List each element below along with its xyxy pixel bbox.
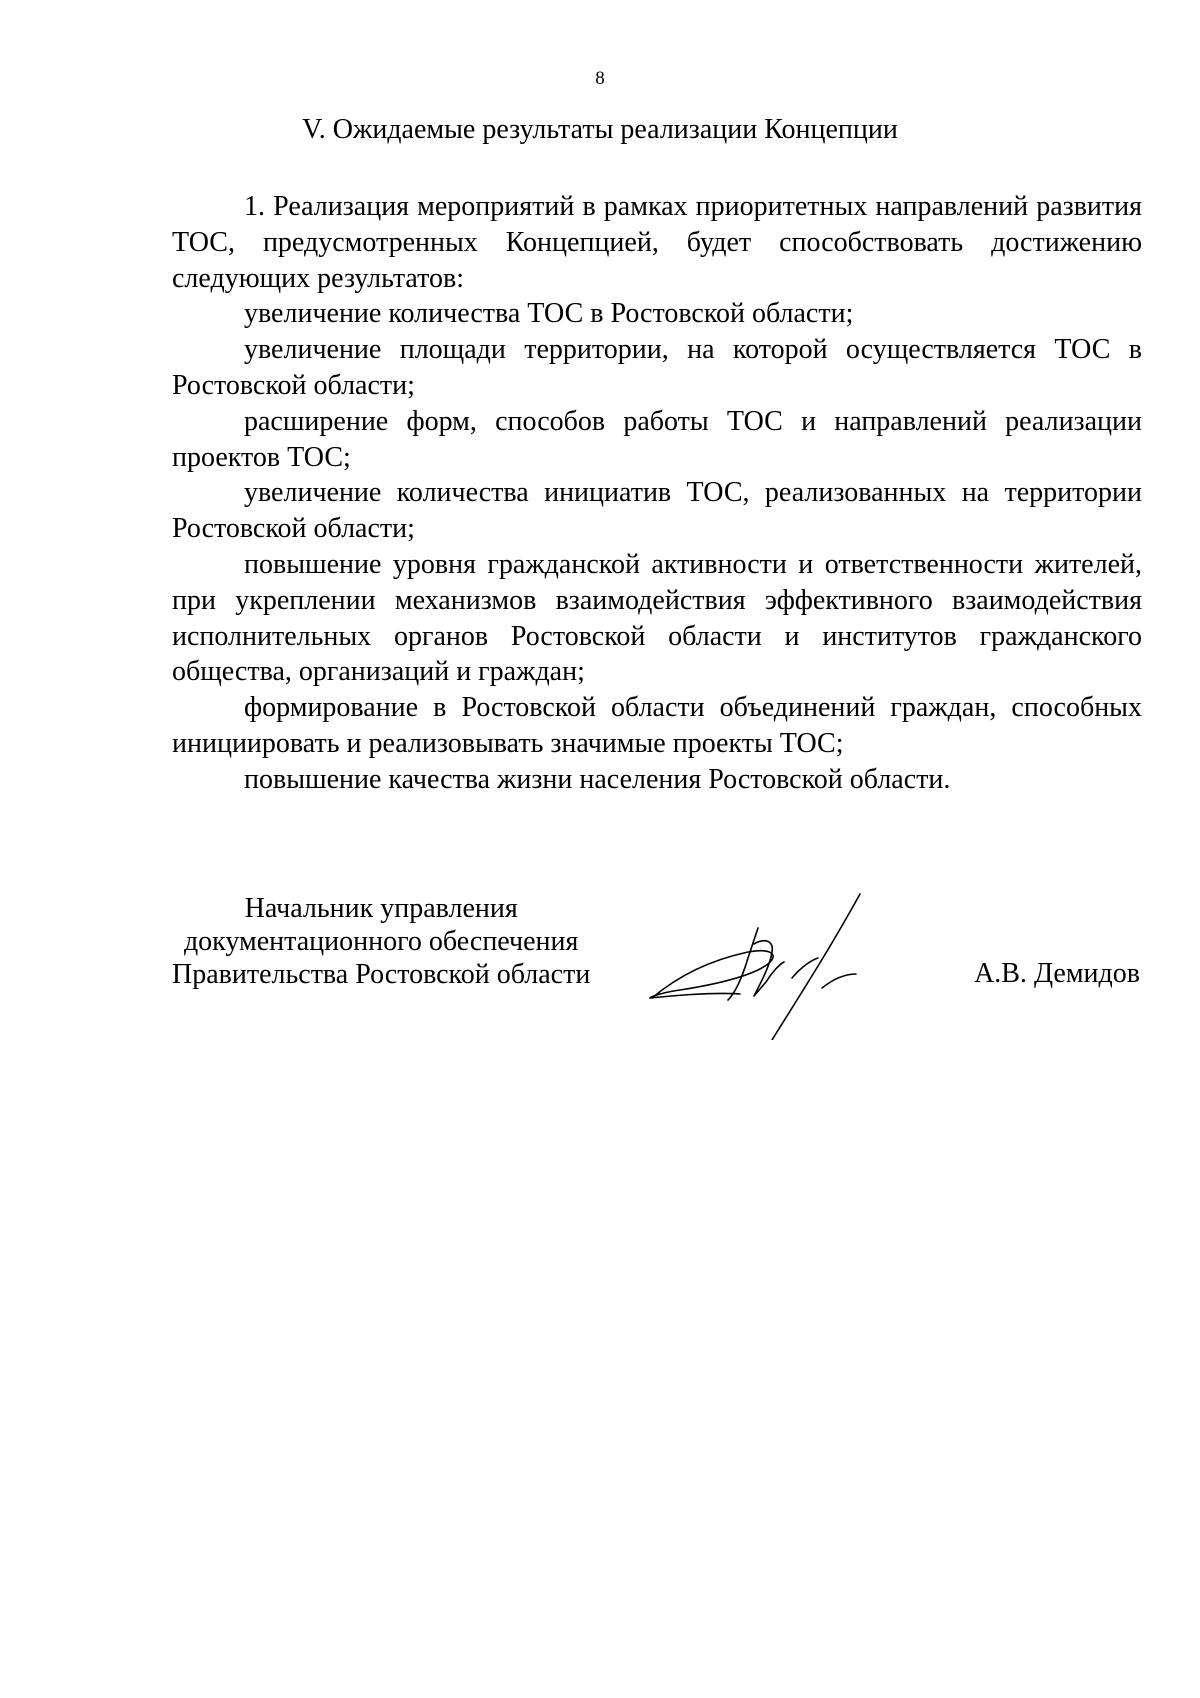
paragraph-result-3: расширение форм, способов работы ТОС и направлений реализации проектов ТОС; [172,405,1142,473]
paragraph-intro: 1. Реализация мероприятий в рамках приоритетных направлений развития ТОС, предусмотренных Концепцией, будет способствовать достижению следующих результатов: [172,191,1142,294]
section-title: V. Ожидаемые результаты реализации Концепции [302,114,898,145]
signature-position-line-3: Правительства Ростовской области [172,959,591,990]
paragraph-result-2: увеличение площади территории, на которой осуществляется ТОС в Ростовской области; [172,334,1142,401]
signature-position-line-1: Начальник управления [244,893,518,924]
signature-position-line-2: документационного обеспечения [183,926,579,957]
paragraph-result-5: повышение уровня гражданской активности и ответственности жителей, при укреплении механизмов взаимодействия эффективного взаимодействия исполнительных органов Ростовской области и институтов гражданского общества, организаций и граждан; [172,548,1142,688]
handwritten-signature [640,880,940,1040]
paragraph-result-4: увеличение количества инициатив ТОС, реализованных на территории Ростовской области; [172,477,1142,545]
paragraph-result-1: увеличение количества ТОС в Ростовской области; [244,298,854,330]
paragraph-result-7: повышение качества жизни населения Ростовской области. [244,763,951,795]
page-number: 8 [595,68,605,89]
signature-position [172,892,590,991]
signature-name: А.В. Демидов [974,958,1140,989]
body-text [172,189,1142,798]
paragraph-result-6: формирование в Ростовской области объединений граждан, способных инициировать и реализовывать значимые проекты ТОС; [172,692,1142,759]
